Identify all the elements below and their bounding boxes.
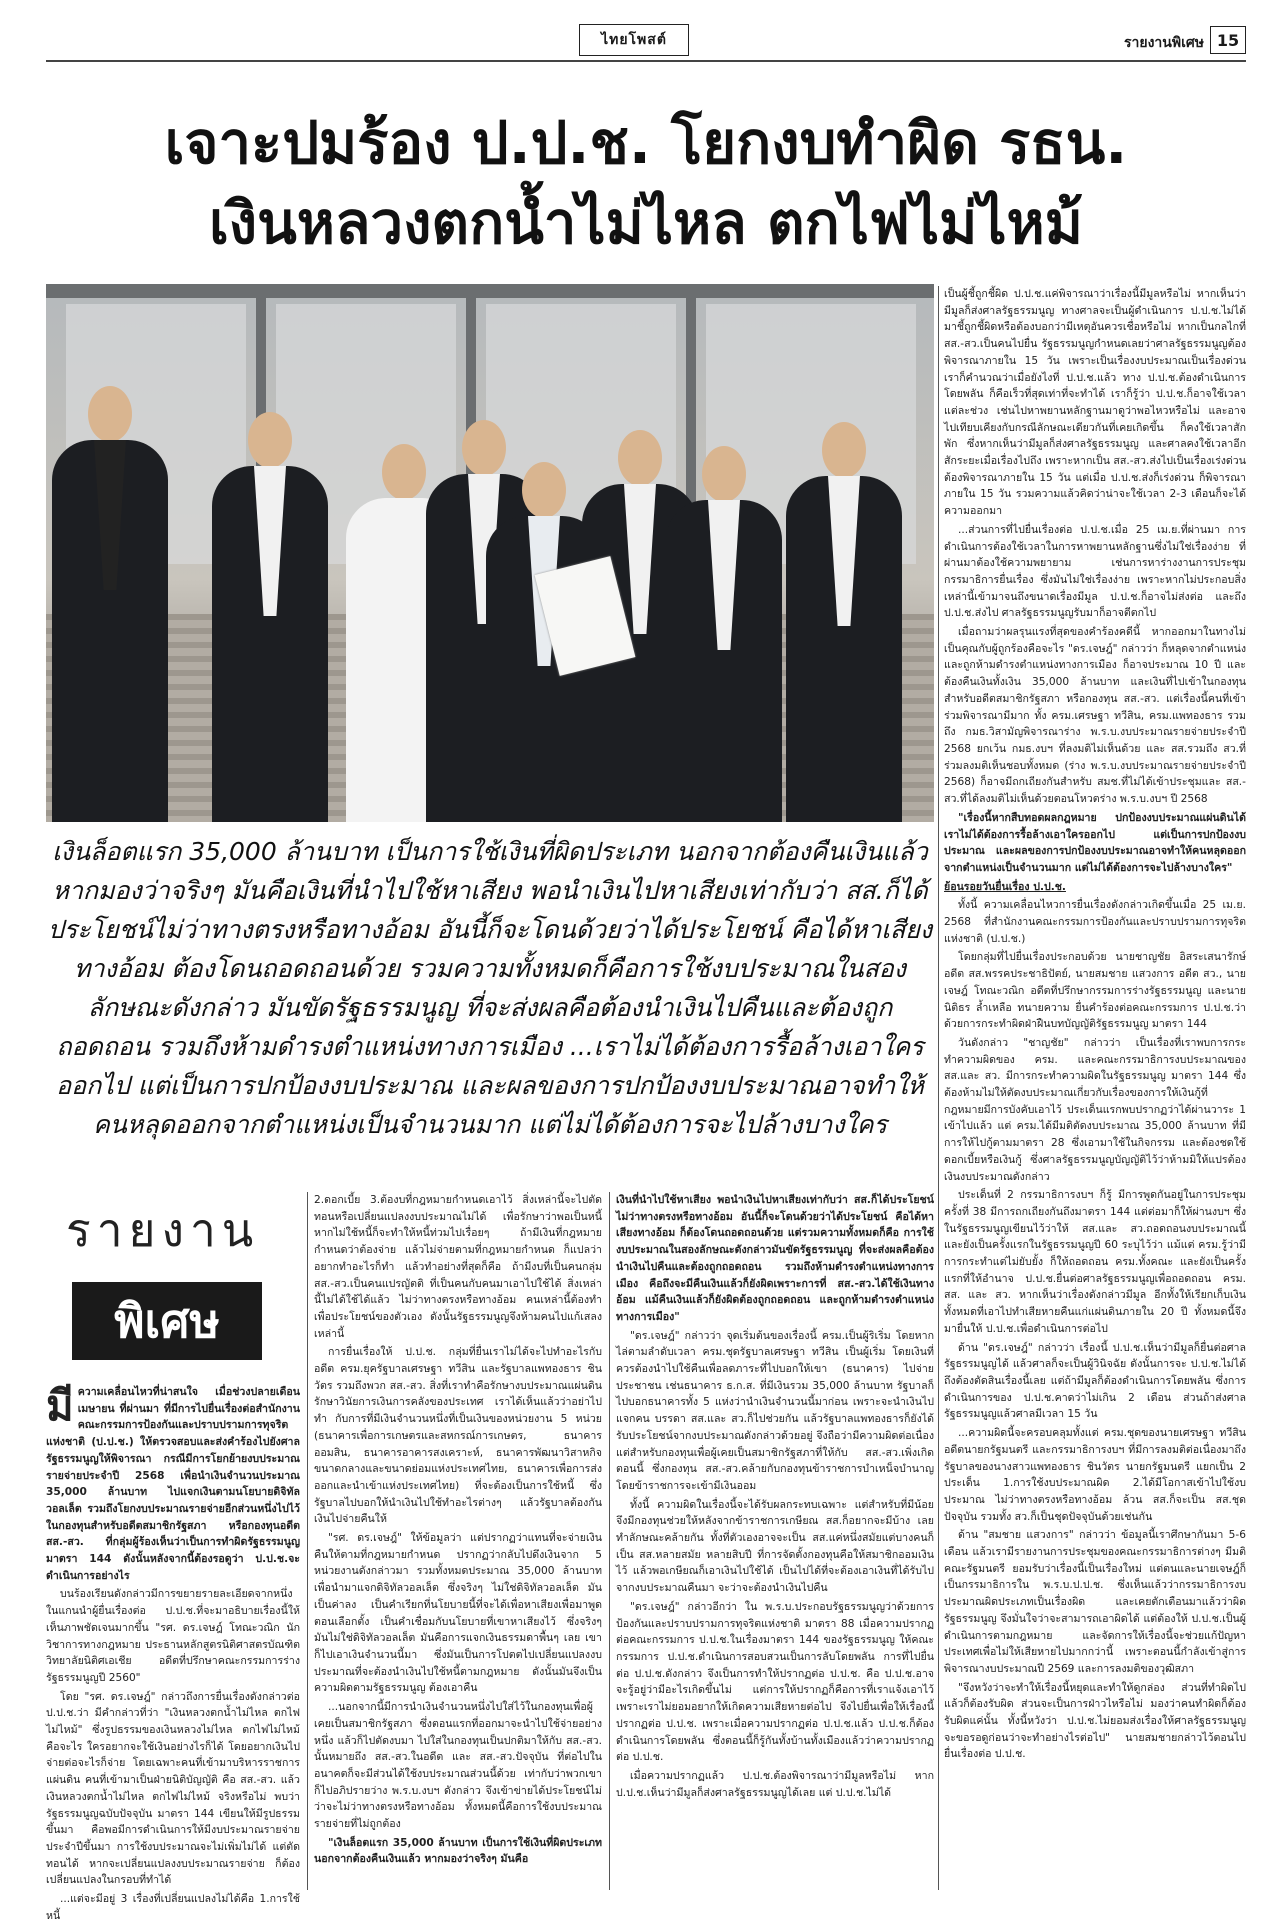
paragraph: "จึงหวังว่าจะทำให้เรื่องนี้หยุดและทำให้ดูกล่อง ส่วนที่ทำผิดไปแล้วก็ต้องรับผิด ส่วนจะเป็นการฝ่าวไหรือไม่ มองว่าคนทำผิดก็ต้องรับผิดแค่นั้น ทั้งนี้หวังว่า ป.ป.ช.ไม่ยอมส่งเรื่องให้ศาลรัฐธรรมนูญ จะขอรอดูก่อนว่าจะทำอย่างไรต่อไป" นายสมชายกล่าวไว้ตอนไปยื่นเรื่องต่อ ป.ป.ช. [944, 1681, 1246, 1761]
drop-cap: มี [46, 1381, 74, 1430]
paragraph: ด้าน "สมชาย แสวงการ" กล่าวว่า ข้อมูลนี้เราศึกษากันมา 5-6 เดือน แล้วเรามีรายงานการประชุมของคณะกรรมาธิการต่างๆ มีมติคณะรัฐมนตรี ยอมรับว่าเรื่องนี้เป็นเรื่องใหม่ แต่ตนและนายเจษฎ์ก็เป็นกรรมาธิการใน พ.ร.บ.ป.ป.ช. ซึ่งเห็นแล้วว่ากรรมาธิการงบประมาณผิดประเภทเป็นเรื่องผิด และเคยตักเตือนมาแล้วว่าผิดรัฐธรรมนูญ จึงมั่นใจว่าจะสามารถเอาผิดได้ แต่ต้องให้ ป.ป.ช.เป็นผู้ดำเนินการตามกฎหมาย และจัดการให้เรื่องนี้จะช่วยแก้ปัญหาประเทศเพื่อไม่ให้เสียหายไปมากกว่านี้ เพราะตอนนี้กำลังเข้าสู่การพิจารณางบประมาณปี 2569 และการลงมติของวุฒิสภา [944, 1529, 1246, 1675]
paragraph: ...แต่จะมีอยู่ 3 เรื่องที่เปลี่ยนแปลงไม่ได้คือ 1.การใช้หนี้ [46, 1893, 300, 1922]
paragraph: บนร้องเรียนดังกล่าวมีการขยายรายละเอียดจากหนึ่งในแกนนำผู้ยื่นเรื่องต่อ ป.ป.ช.ที่จะมาอธิบายเรื่องนี้ให้เห็นภาพชัดเจนมากขึ้น "รศ. ดร.เจษฎ์ โทณะวณิก นักวิชาการทางกฎหมาย ประธานหลักสูตรนิติศาสตรบัณฑิต วิทยาลัยนิติศเอเชีย อดีตที่ปรึกษาคณะกรรมการร่างรัฐธรรมนูญปี 2560" [46, 1588, 300, 1684]
paragraph: "รศ. ดร.เจษฎ์" ให้ข้อมูลว่า แต่ปรากฏว่าแทนที่จะจ่ายเงินคืนให้ตามที่กฎหมายกำหนด ปรากฏว่ากลับไปดึงเงินจาก 5 หน่วยงานดังกล่าวมา รวมทั้งหมดประมาณ 35,000 ล้านบาท เพื่อนำมาแจกดิจิทัลวอลเล็ต ซึ่งจริงๆ ไม่ใช่ดิจิทัลวอลเล็ต มันเป็นค่าลง เป็นคำเรียกที่นโยบายนี้ที่จะได้เพื่อหาเสียงเพื่อมาพูดตอนเลือกตั้ง เป็นคำเชื่อมกับนโยบายที่เขาหาเสียงไว้ ซึ่งจริงๆ มันไม่ใช่ดิจิทัลวอลเล็ต มันคือการแจกเงินธรรมดาพื้นๆ เลย เขาก็ไปเอาเงินจำนวนนี้มา ซึ่งมันเป็นการโปตตไปเปลี่ยนแปลงงบประมาณที่จะต้องนำเงินไปใช้หนี้ตามกฎหมาย ดังนั้นมันจึงเป็นความผิดตามรัฐธรรมนูญ ต้องเอาคืน [314, 1532, 602, 1695]
paragraph: โดยกลุ่มที่ไปยื่นเรื่องประกอบด้วย นายชาญชัย อิสระเสนารักษ์ อดีต สส.พรรคประชาธิปัตย์, นายสมชาย แสวงการ อดีต สว., นายเจษฎ์ โทณะวณิก อดีตที่ปรึกษากรรมการร่างรัฐธรรมนูญ และนายนิติธร ล้ำเหลือ ทนายความ ยื่นคำร้องต่อคณะกรรมการ ป.ป.ช.ว่าด้วยการกระทำผิดฝ่าฝืนบทบัญญัติรัฐธรรมนูญ มาตรา 144 [944, 951, 1246, 1031]
newspaper-logo: ไทยโพสต์ [579, 24, 689, 56]
paragraph: ด้าน "ดร.เจษฎ์" กล่าวว่า เรื่องนี้ ป.ป.ช.เห็นว่ามีมูลก็ยื่นต่อศาลรัฐธรรมนูญได้ แล้วศาลก็จะเป็นผู้วินิจฉัย ดังนั้นการจะ ป.ป.ช.ไม่ได้ถึงต้องตัดสินเรื่องนี้เลย แต่ถ้ามีมูลก็ต้องดำเนินการโดยพลัน ซึ่งการดำเนินการของ ป.ป.ช.คาดว่าไม่เกิน 2 เดือน ส่วนถ้าส่งศาลรัฐธรรมนูญแล้วศาลมีเวลา 15 วัน [944, 1341, 1246, 1421]
paragraph: วันดังกล่าว "ชาญชัย" กล่าวว่า เป็นเรื่องที่เราพบการกระทำความผิดของ ครม. และคณะกรรมาธิการงบประมาณของ สส.และ สว. มีการกระทำความผิดในรัฐธรรมนูญ มาตรา 144 ซึ่งต้องห้ามไม่ให้ตัดงบประมาณเกี่ยวกับเรื่องของการให้เงินกู้ที่กฎหมายมีการบังคับเอาไว้ ประเด็นแรกพบปรากฏว่าได้ผ่านวาระ 1 เข้าไปแล้ว แต่ ครม.ได้มีมติตัดงบประมาณ 35,000 ล้านบาท ที่มีการให้ไปกู้ตามมาตรา 28 ซึ่งเอามาใช้ในกิจกรรม และต้องชดใช้ดอกเบี้ยหรือเงินกู้ ซึ่งศาลรัฐธรรมนูญบัญญัติไว้ว่าห้ามมิให้แปรต้องเงินงบประมาณดังกล่าว [944, 1036, 1246, 1183]
quote-paragraph: "เงินล็อตแรก 35,000 ล้านบาท เป็นการใช้เงินที่ผิดประเภท นอกจากต้องคืนเงินแล้ว หากมองว่าจริงๆ มันคือ [314, 1836, 602, 1866]
masthead [46, 24, 1246, 62]
paragraph: "ดร.เจษฎ์" กล่าวอีกว่า ใน พ.ร.บ.ประกอบรัฐธรรมนูญว่าด้วยการป้องกันและปราบปรามการทุจริตแห่งชาติ มาตรา 88 เมื่อความปรากฏต่อคณะกรรมการ ป.ป.ช.ในเรื่องมาตรา 144 ของรัฐธรรมนูญ ให้คณะกรรมการ ป.ป.ช.ดำเนินการสอบสวนเป็นการลับโดยพลัน การที่ไปยื่นต่อ ป.ป.ช.ดังกล่าว จึงเป็นการทำให้ปรากฏต่อ ป.ป.ช. คือ ป.ป.ช.อาจจะรู้อยู่ว่ามีอะไรเกิดขึ้นไม่ แต่การให้ปรากฏก็คือการที่เราแจ้งเอาไว้เพราะเราไม่ยอมอยากให้เกิดความเสียหายต่อไป จึงไปยื่นเพื่อให้เรื่องนี้ปรากฏต่อ ป.ป.ช. เพราะเมื่อความปรากฏต่อ ป.ป.ช.แล้ว ป.ป.ช.ก็ต้องดำเนินการโดยพลัน ซึ่งตอนนี้ก็รู้กันทั้งบ้านทั้งเมืองแล้วว่าความปรากฏต่อ ป.ป.ช. [616, 1600, 934, 1764]
paragraph: โดย "รศ. ดร.เจษฎ์" กล่าวถึงการยื่นเรื่องดังกล่าวต่อ ป.ป.ช.ว่า มีคำกล่าวที่ว่า "เงินหลวงตกน้ำไม่ไหล ตกไฟไม่ไหม้" ซึ่งรูปธรรมของเงินหลวงไม่ไหล ตกไฟไม่ไหม้คือจะไร ใครอยากจะใช้เงินอย่างไรก็ได้ โดยอยากเงินไปจ่ายต่อจะไรก็จ่าย โดยเฉพาะคนที่เข้ามาบริหารราชการแผ่นดิน คนที่เข้ามาเป็นฝ่ายนิติบัญญัติ คือ สส.-สว. แล้วเงินหลวงตกน้ำไม่ไหล ตกไฟไม่ไหม้ จริงหรือไม่ พบว่ารัฐธรรมนูญฉบับปัจจุบัน มาตรา 144 เขียนให้มีรูปธรรมขึ้นมา คือพอมีการดำเนินการให้มีงบประมาณรายจ่ายประจำปีขึ้นมา การใช้งบประมาณจะไม่เพิ่มไม่ได้ แต่ตัดทอนได้ หากจะเปลี่ยนแปลงงบประมาณรายจ่าย ก็ต้องเปลี่ยนแปลงในกรอบที่ทำได้ [46, 1690, 300, 1887]
label-top-text: รายงาน [66, 1203, 260, 1257]
quote-paragraph: "เรื่องนี้หากสืบทอดผลกฎหมาย ปกป้องงบประมาณแผ่นดินได้ เราไม่ได้ต้องการรื้อล้างเอาใครออกไป แต่เป็นการปกป้องงบประมาณ และผลของการปกป้องงบประมาณอาจทำให้คนหลุดออกจากตำแหน่งเป็นจำนวนมาก แต่ไม่ได้ต้องการจะไปล้างบางใคร" [944, 811, 1246, 874]
headline-line-2: เงินหลวงตกน้ำไม่ไหล ตกไฟไม่ไหม้ [208, 189, 1084, 257]
paragraph: เมื่อถามว่าผลรุนแรงที่สุดของคำร้องคดีนี้ หากออกมาในทางไม่เป็นคุณกับผู้ถูกร้องคือจะไร "ดร.เจษฎ์" กล่าวว่า ก็หลุดจากตำแหน่ง และถูกห้ามดำรงตำแหน่งทางการเมือง ก็อาจประมาณ 10 ปี และต้องคืนเงินทั้งเงิน 35,000 ล้านบาท และเงินที่ไปเข้าในกองทุนสำหรับอดีตสมาชิกรัฐสภา หรือกองทุน สส.-สว. แต่เรื่องนี้คนที่เข้าร่วมพิจารณามีมาก ทั้ง ครม.เศรษฐา ทวีสิน, ครม.แพทองธาร รวมถึง กมธ.วิสามัญพิจารณาร่าง พ.ร.บ.งบประมาณรายจ่ายประจำปี 2568 ยกเว้น กมธ.งบฯ ที่ลงมติไม่เห็นด้วย และ สส.รวมถึง สว.ที่ร่วมลงมติเห็นชอบทั้งหมด (ร่าง พ.ร.บ.งบประมาณรายจ่ายประจำปี 2568) ก็อาจมีถกเถียงกันสำหรับ สมช.ที่ไม่ได้เข้าประชุมและ สส.-สว.ที่ได้ลงมติไม่เห็นด้วยตอนโหวตร่าง พ.ร.บ.งบฯ ปี 2568 [944, 626, 1246, 806]
label-bottom-text: พิเศษ [72, 1282, 262, 1360]
news-photo [46, 284, 934, 822]
subheading: ย้อนรอยวันยื่นเรื่อง ป.ป.ช. [944, 880, 1066, 893]
special-report-label [46, 1192, 300, 1374]
paragraph: ประเด็นที่ 2 กรรมาธิการงบฯ ก็รู้ มีการพูดกันอยู่ในการประชุมครั้งที่ 38 มีการถกเถียงกันถึงมาตรา 144 แต่ต่อมาก็ให้ผ่านงบฯ ซึ่งในรัฐธรรมนูญเขียนไว้ว่าให้ สส.และ สว.ถอดถอนงบประมาณนี้ และยังเป็นครั้งแรกในรัฐธรรมนูญปี 60 ระบุไว้ว่า แม้แต่ ครม.รู้ว่ามีการกระทำแต่ไม่ยับยั้ง ก็ให้ถอดถอน ครม.ทั้งคณะ และยังเป็นครั้งแรกที่ให้อำนาจ ป.ป.ช.ยื่นต่อศาลรัฐธรรมนูญเพื่อถอดถอน ครม. สส. และ สว. หากเห็นว่าเรื่องดังกล่าวมีมูล อีกทั้งให้เรียกเก็บเงินทั้งหมดที่เอาไปทำเสียหายคืนแก่แผ่นดินภายใน 20 ปี ทั้งหมดนี้จึงมายื่นให้ ป.ป.ช.เพื่อดำเนินการต่อไป [944, 1189, 1246, 1335]
paragraph: การยื่นเรื่องให้ ป.ป.ช. กลุ่มที่ยื่นเราไม่ได้จะไปทำอะไรกับอดีต ครม.ยุครัฐบาลเศรษฐา ทวีสิน และรัฐบาลแพทองธาร ชินวัตร รวมถึงพวก สส.-สว. สิ่งที่เราทำคือรักษางบประมาณแผ่นดิน รักษาวินัยการเงินการคลังของประเทศ เราได้เห็นแล้วว่าอย่าไปทำ กับการที่มีเงินจำนวนหนึ่งที่เป็นเงินของหน่วยงาน 5 หน่วย (ธนาคารเพื่อการเกษตรและสหกรณ์การเกษตร, ธนาคารออมสิน, ธนาคารอาคารสงเคราะห์, ธนาคารพัฒนาวิสาหกิจขนาดกลางและขนาดย่อมแห่งประเทศไทย, ธนาคารเพื่อการส่งออกและนำเข้าแห่งประเทศไทย) ที่จะต้องเป็นการใช้หนี้ ซึ่งรัฐบาลไปบอกให้นำเงินไปใช้ทำอะไรต่างๆ แล้วรัฐบาลต้องกันเงินไปจ่ายคืนให้ [314, 1346, 602, 1526]
page-number: 15 [1210, 26, 1246, 54]
article-column-right [944, 286, 1246, 1765]
paragraph: มีความเคลื่อนไหวที่น่าสนใจ เมื่อช่วงปลายเดือนเมษายน ที่ผ่านมา ที่มีการไปยื่นเรื่องต่อสำนักงานคณะกรรมการป้องกันและปราบปรามการทุจริตแห่งชาติ (ป.ป.ช.) ให้ตรวจสอบและส่งคำร้องไปยังศาลรัฐธรรมนูญให้พิจารณา กรณีมีการโยกย้ายงบประมาณรายจ่ายประจำปี 2568 เพื่อนำเงินจำนวนประมาณ 35,000 ล้านบาท ไปแจกเงินตามนโยบายดิจิทัลวอลเล็ต รวมถึงโยกงบประมาณรายจ่ายอีกส่วนหนึ่งไปไว้ในกองทุนสำหรับอดีตสมาชิกรัฐสภา หรือกองทุนอดีต สส.-สว. ที่กลุ่มผู้ร้องเห็นว่าเป็นการทำผิดรัฐธรรมนูญ มาตรา 144 ดังนั้นหลังจากนี้ต้องรอดูว่า ป.ป.ช.จะดำเนินการอย่างไร [46, 1381, 300, 1582]
paragraph: ทั้งนี้ ความเคลื่อนไหวการยื่นเรื่องดังกล่าวเกิดขึ้นเมื่อ 25 เม.ย. 2568 ที่สำนักงานคณะกรรมการป้องกันและปราบปรามการทุจริตแห่งชาติ (ป.ป.ช.) [944, 899, 1246, 945]
paragraph: 2.ดอกเบี้ย 3.ต้องบที่กฎหมายกำหนดเอาไว้ สิ่งเหล่านี้จะไปตัดทอนหรือเปลี่ยนแปลงงบประมาณไม่ได้ เพื่อรักษาว่าพอเป็นหนี้ หากไม่ใช้หนี้ก็จะทำให้หนี้ท่วมไปเรื่อยๆ ถ้ามีเงินที่กฎหมายกำหนดว่าต้องจ่าย แล้วไม่จ่ายตามที่กฎหมายกำหนด ก็แปลว่าอยากทำอะไรก็ทำ แล้วทำอย่างที่สุดก็คือ ถ้ามีงบที่เป็นคนกลุ่ม สส.-สว.เป็นคนแปรญัตติ ที่เป็นคนกับคนมาเอาไปใช้ได้ สิ่งเหล่านี้ไม่ได้ใช้ได้แล้ว ไม่ว่าทางตรงหรือทางอ้อม คนเหล่านี้ต้องทำเพื่อประโยชน์ของตัวเอง ดังนั้นรัฐธรรมนูญจึงห้ามคนไปแก้เสลงเหล่านี้ [314, 1194, 602, 1340]
column-divider [609, 1192, 610, 1890]
headline-line-1: เจาะปมร้อง ป.ป.ช. โยกงบทำผิด รธน. [164, 109, 1128, 177]
column-divider [938, 286, 939, 1890]
section-name: รายงานพิเศษ [1124, 35, 1204, 51]
column-divider [307, 1192, 308, 1890]
article-column-3 [616, 1192, 934, 1803]
paragraph: "ดร.เจษฎ์" กล่าวว่า จุดเริ่มต้นของเรื่องนี้ ครม.เป็นผู้ริเริ่ม โดยหากไล่ตามลำดับเวลา ครม.ชุดรัฐบาลเศรษฐา ทวีสิน เป็นผู้เริ่ม โดยเงินที่ควรต้องนำไปใช้คืนเพื่อลดภาระที่ไปบอกให้เขา (ธนาคาร) ไปจ่ายประชาชน เช่นธนาคาร ธ.ก.ส. ที่มีเงินรวม 35,000 ล้านบาท รัฐบาลก็ไปบอกธนาคารทั้ง 5 แห่งว่านำเงินจำนวนนี้มาก่อน เพราะจะนำเงินไปแจกคน บรรดา สส.และ สว.ก็ไปช่วยกัน แล้วรัฐบาลแพทองธารก็ยังได้รับประโยชน์จากงบประมาณดังกล่าวด้วยอยู่ จึงถือว่ามีความผิดต่อเนื่อง แต่สำหรับกองทุนเพื่อผู้เคยเป็นสมาชิกรัฐสภาที่ให้กับ สส.-สว.เพิ่งเกิดตอนนี้ ซึ่งกองทุน สส.-สว.คล้ายกับกองทุนข้าราชการบำเหน็จบำนาญ โดยข้าราชการจะเข้ามีเงินออม [616, 1329, 934, 1492]
paragraph: เป็นผู้ชี้ถูกชี้ผิด ป.ป.ช.แค่พิจารณาว่าเรื่องนี้มีมูลหรือไม่ หากเห็นว่ามีมูลก็ส่งศาลรัฐธรรมนูญ ทางศาลจะเป็นผู้ดำเนินการ ป.ป.ช.ไม่ได้มาชี้ถูกชี้ผิดหรือต้องบอกว่ามีเหตุอันควรเชื่อหรือไม่ หากเป็นกลไกที่ สส.-สว.เป็นคนไปยื่น รัฐธรรมนูญกำหนดเลยว่าศาลรัฐธรรมนูญต้องพิจารณาภายใน 15 วัน เพราะเป็นเรื่องงบประมาณเป็นเรื่องด่วน เราก็คำนวณว่าเมื่อยังไงที่ ป.ป.ช.แล้ว ทาง ป.ป.ช.ต้องดำเนินการโดยพลัน ก็คือเร็วที่สุดเท่าที่จะทำได้ เราก็รู้ว่า ป.ป.ช.ก็อาจใช้เวลาแต่ละช่วง เช่นไปหาพยานหลักฐานมาดูว่าพอไหวหรือไม่ และอาจไปเทียบเคียงกับกรณีลักษณะเดียวกันที่เคยเกิดขึ้น ก็คงใช้เวลาสักพัก ซึ่งหากเห็นว่ามีมูลก็ส่งศาลรัฐธรรมนูญ และศาลคงใช้เวลาอีกสักระยะเมื่อเรื่องไปถึง เพราะหากเป็น สส.-สว.ส่งไปเป็นเรื่องเร่งด่วน ต้องพิจารณาภายใน 15 วัน แต่เมื่อ ป.ป.ช.ส่งก็เร่งด่วน ก็พิจารณาภายใน 15 วัน รวมความแล้วคิดว่าน่าจะใช้เวลา 2-3 เดือนก็จะได้ความออกมา [944, 288, 1246, 518]
article-column-2 [314, 1192, 602, 1870]
paragraph: ทั้งนี้ ความผิดในเรื่องนี้จะได้รับผลกระทบเฉพาะ แต่สำหรับที่มีน้อย จึงมีกองทุนช่วยให้หลังจากข้าราชการเกษียณ สส.ก็อยากจะมีบ้าง เลยทำลักษณะคล้ายกัน ทั้งที่ตัวเองอาจจะเป็น สส.แค่หนึ่งสมัยแต่บางคนก็เป็น สส.หลายสมัย หลายสิบปี ที่การจัดตั้งกองทุนคือให้สมาชิกออมเงินไว้ แล้วพอเกษียณก็เอาเงินไปใช้ได้ เป็นไปได้ที่จะต้องเอาเงินที่ได้รับไปจากงบประมาณคืนมา จะว่าจะต้องนำเงินไปคืน [616, 1498, 934, 1595]
paragraph: เมื่อความปรากฏแล้ว ป.ป.ช.ต้องพิจารณาว่ามีมูลหรือไม่ หาก ป.ป.ช.เห็นว่ามีมูลก็ส่งศาลรัฐธรรมนูญได้เลย แต่ ป.ป.ช.ไม่ได้ [616, 1769, 934, 1799]
paragraph: ...ส่วนการที่ไปยื่นเรื่องต่อ ป.ป.ช.เมื่อ 25 เม.ย.ที่ผ่านมา การดำเนินการต้องใช้เวลาในการหาพยานหลักฐานซึ่งไม่ใช่เรื่องง่าย ที่ผ่านมาต้องใช้ความพยายาม เช่นการหาร่างงานการประชุมกรรมาธิการยื่นเรื่อง ซึ่งมันไม่ใช่เรื่องง่าย เพราะหากไม่ประกอบสิ่งเหล่านี้เข้ามาจนถึงขนาดเรื่องมีมูล ป.ป.ช.ก็อาจไม่ส่งต่อ และถึง ป.ป.ช.ส่งไป ศาลรัฐธรรมนูญรับมาก็อาจตีตกไป [944, 523, 1246, 620]
paragraph: ...นอกจากนี้มีการนำเงินจำนวนหนึ่งไปใส่ไว้ในกองทุนเพื่อผู้เคยเป็นสมาชิกรัฐสภา ซึ่งตอนแรกที่ออกมาจะนำไปใช้จ่ายอย่างหนึ่ง แล้วก็ไปตัดงบมา ไปใส่ในกองทุนเป็นปกติมาให้กับ สส.-สว. นั้นหมายถึง สส.-สว.ในอดีต และ สส.-สว.ปัจจุบัน ที่ต่อไปในอนาคตก็จะมีส่วนได้ใช้งบประมาณส่วนนี้ด้วย เท่ากับว่าพวกเขาก็ไปอภิปรายว่าง พ.ร.บ.งบฯ ดังกล่าว จึงเข้าข่ายได้ประโยชน์ไม่ว่าจะไม่ว่าทางตรงหรือทางอ้อม ทั้งหมดนี้คือการใช้งบประมาณรายจ่ายที่ไม่ถูกต้อง [314, 1701, 602, 1831]
quote-paragraph: เงินที่นำไปใช้หาเสียง พอนำเงินไปหาเสียงเท่ากับว่า สส.ก็ได้ประโยชน์ไม่ว่าทางตรงหรือทางอ้อม อันนี้ก็จะโดนด้วยว่าได้ประโยชน์ คือได้หาเสียงทางอ้อม ก็ต้องโดนถอดถอนด้วย แต่รวมความทั้งหมดก็คือ การใช้งบประมาณในสองลักษณะดังกล่าวมันขัดรัฐธรรมนูญ ที่จะส่งผลคือต้องนำเงินไปคืนและต้องถูกถอดถอน รวมถึงห้ามดำรงตำแหน่งทางการเมือง คือถึงจะมีคืนเงินแล้วก็ยังผิดเพราะการที่ สส.-สว.ได้ใช้เงินทางอ้อม แม้คืนเงินแล้วก็ยังผิดต้องถูกถอดถอน และถูกห้ามดำรงตำแหน่งทางการเมือง" [616, 1194, 934, 1323]
pull-quote: เงินล็อตแรก 35,000 ล้านบาท เป็นการใช้เงินที่ผิดประเภท นอกจากต้องคืนเงินแล้ว หากมองว่าจริงๆ มันคือเงินที่นำไปใช้หาเสียง พอนำเงินไปหาเสียงเท่ากับว่า สส.ก็ได้ประโยชน์ไม่ว่าทางตรงหรือทางอ้อม อันนี้ก็จะโดนด้วยว่าได้ประโยชน์ คือได้หาเสียงทางอ้อม ต้องโดนถอดถอนด้วย รวมความทั้งหมดก็คือการใช้งบประมาณในสองลักษณะดังกล่าว มันขัดรัฐธรรมนูญ ที่จะส่งผลคือต้องนำเงินไปคืนและต้องถูกถอดถอน รวมถึงห้ามดำรงตำแหน่งทางการเมือง ...เราไม่ได้ต้องการรื้อล้างเอาใครออกไป แต่เป็นการปกป้องงบประมาณ และผลของการปกป้องงบประมาณอาจทำให้คนหลุดออกจากตำแหน่งเป็นจำนวนมาก แต่ไม่ได้ต้องการจะไปล้างบางใคร [47, 837, 933, 1139]
paragraph: ...ความผิดนี้จะครอบคลุมทั้งแต่ ครม.ชุดของนายเศรษฐา ทวีสิน อดีตนายกรัฐมนตรี และกรรมาธิการงบฯ ที่มีการลงมติต่อเนื่องมาถึงรัฐบาลของนางสาวแพทองธาร ชินวัตร นายกรัฐมนตรี แยกเป็น 2 ประเด็น 1.การใช้งบประมาณผิด 2.ได้มีโอกาสเข้าไปใช้งบประมาณ ไม่ว่าทางตรงหรือทางอ้อม ล้วน สส.ก็จะเป็น สส.ชุดปัจจุบัน รวมทั้ง สว.ก็เป็นชุดปัจจุบันด้วยเช่นกัน [944, 1427, 1246, 1523]
